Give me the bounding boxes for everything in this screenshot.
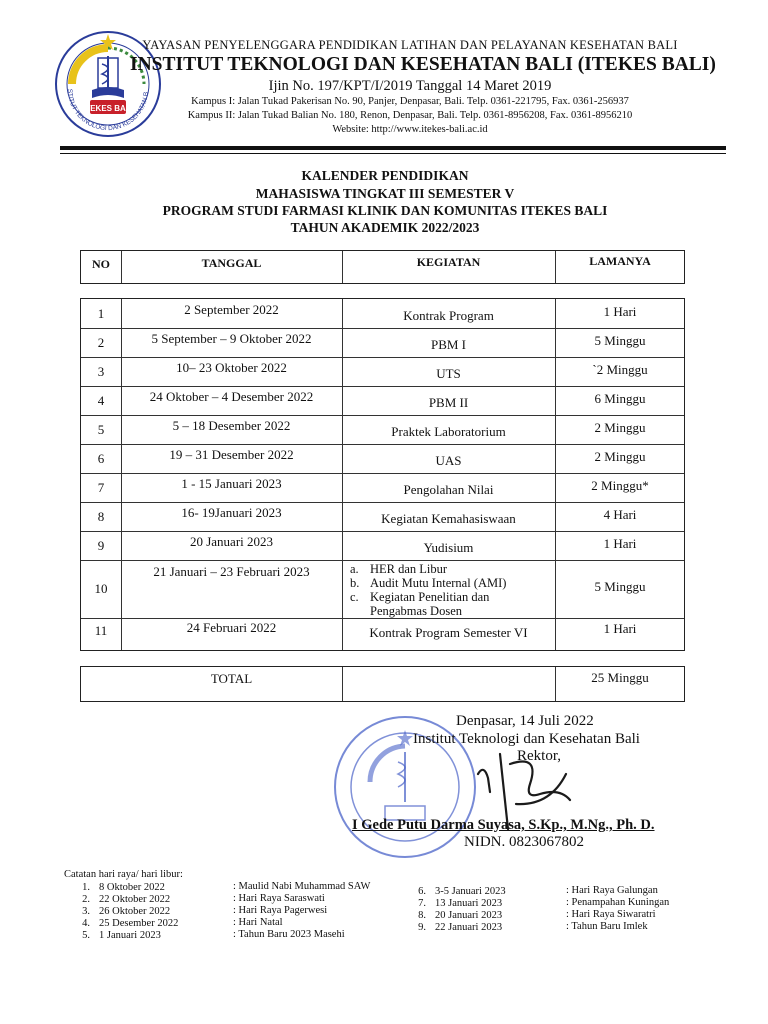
holiday-list-left xyxy=(64,882,178,942)
holiday-list-right xyxy=(400,886,506,934)
row-number: 8 xyxy=(97,509,105,524)
row-duration: 2 Minggu xyxy=(594,420,646,435)
doc-title-line3: PROGRAM STUDI FARMASI KLINIK DAN KOMUNITAS ITEKES BALI xyxy=(162,203,608,218)
row-number: 6 xyxy=(97,451,105,466)
row-date: 19 – 31 Desember 2022 xyxy=(169,447,294,462)
holiday-item: 6. 3-5 Januari 2023 xyxy=(418,886,506,897)
row-duration: 2 Minggu* xyxy=(591,478,649,493)
row-activity-item: Pengabmas Dosen xyxy=(370,604,462,618)
logo-text: ITEKES BALI xyxy=(83,104,133,113)
campus-1-address: Kampus I: Jalan Tukad Pakerisan No. 90, Panjer, Denpasar, Bali. Telp. 0361-221795, Fax. 0361-256937 xyxy=(191,96,629,107)
row-date: 5 September – 9 Oktober 2022 xyxy=(151,331,312,346)
holiday-item: 3. 26 Oktober 2022 xyxy=(82,906,171,917)
holiday-item: 7. 13 Januari 2023 xyxy=(418,898,503,909)
sign-role: Rektor, xyxy=(517,748,561,764)
row-number: 2 xyxy=(97,335,105,350)
calendar-table-total xyxy=(80,666,685,702)
row-number: 3 xyxy=(97,364,105,379)
row-activity: UTS xyxy=(436,366,461,381)
holiday-item: 9. 22 Januari 2023 xyxy=(418,922,503,933)
row-date: 24 Oktober – 4 Desember 2022 xyxy=(149,389,314,404)
holiday-item: 5. 1 Januari 2023 xyxy=(82,930,161,941)
rector-name: I Gede Putu Darma Suyasa, S.Kp., M.Ng., Ph. D. xyxy=(352,817,655,833)
row-date: 16- 19Januari 2023 xyxy=(181,505,282,520)
letterhead-rule-thin xyxy=(60,153,726,154)
doc-title-line1: KALENDER PENDIDIKAN xyxy=(301,168,469,183)
row-activity-item: a. HER dan Libur xyxy=(350,562,448,576)
row-number: 9 xyxy=(97,538,105,553)
foundation-name: YAYASAN PENYELENGGARA PENDIDIKAN LATIHAN DAN PELAYANAN KESEHATAN BALI xyxy=(142,38,678,52)
row-number: 1 xyxy=(97,306,105,321)
institution-name: INSTITUT TEKNOLOGI DAN KESEHATAN BALI (ITEKES BALI) xyxy=(130,54,716,75)
doc-title-line2: MAHASISWA TINGKAT III SEMESTER V xyxy=(255,186,515,201)
holiday-item: 8. 20 Januari 2023 xyxy=(418,910,503,921)
row-divider xyxy=(81,473,684,474)
row-date: 10– 23 Oktober 2022 xyxy=(176,360,287,375)
row-duration: 1 Hari xyxy=(603,536,637,551)
row-activity: Praktek Laboratorium xyxy=(391,424,506,439)
row-date: 24 Februari 2022 xyxy=(186,620,277,635)
row-duration: `2 Minggu xyxy=(592,362,648,377)
holiday-heading: Catatan hari raya/ hari libur: xyxy=(64,869,183,880)
row-date: 2 September 2022 xyxy=(184,302,279,317)
row-activity: Kontrak Program Semester VI xyxy=(369,625,528,640)
calendar-table-header xyxy=(80,250,685,284)
row-divider xyxy=(81,415,684,416)
permit-number: Ijin No. 197/KPT/I/2019 Tanggal 14 Maret 2019 xyxy=(268,78,552,94)
row-duration: 6 Minggu xyxy=(594,391,646,406)
row-number: 7 xyxy=(97,480,105,495)
row-number: 11 xyxy=(94,623,108,638)
holiday-item: 4. 25 Desember 2022 xyxy=(82,918,179,929)
row-divider xyxy=(81,618,684,619)
row-number: 10 xyxy=(94,581,108,596)
header-date: TANGGAL xyxy=(201,256,262,270)
row-activity: Yudisium xyxy=(423,540,474,555)
holiday-item: 2. 22 Oktober 2022 xyxy=(82,894,171,905)
calendar-table-body xyxy=(80,298,685,651)
row-divider xyxy=(81,328,684,329)
holiday-name: : Hari Natal xyxy=(233,917,283,928)
row-divider xyxy=(81,531,684,532)
row-activity: Pengolahan Nilai xyxy=(403,482,494,497)
website: Website: http://www.itekes-bali.ac.id xyxy=(332,124,488,135)
holiday-name: : Hari Raya Saraswati xyxy=(233,893,325,904)
row-date: 5 – 18 Desember 2022 xyxy=(172,418,291,433)
row-duration: 5 Minggu xyxy=(594,579,646,594)
row-duration: 5 Minggu xyxy=(594,333,646,348)
holiday-name: : Penampahan Kuningan xyxy=(566,897,670,908)
header-no: NO xyxy=(92,257,110,271)
holiday-item: 1. 8 Oktober 2022 xyxy=(82,882,165,893)
row-divider xyxy=(81,502,684,503)
row-activity: UAS xyxy=(435,453,462,468)
row-date: 21 Januari – 23 Februari 2023 xyxy=(153,564,310,579)
row-activity: Kontrak Program xyxy=(403,308,494,323)
row-activity: Kegiatan Kemahasiswaan xyxy=(381,511,516,526)
row-activity: PBM II xyxy=(428,395,469,410)
holiday-name: : Hari Raya Pagerwesi xyxy=(233,905,328,916)
holiday-names-right xyxy=(566,885,669,933)
row-activity-item: b. Audit Mutu Internal (AMI) xyxy=(350,576,507,590)
sign-place-date: Denpasar, 14 Juli 2022 xyxy=(456,713,594,729)
row-duration: 2 Minggu xyxy=(594,449,646,464)
holiday-names-left xyxy=(233,881,370,941)
row-number: 5 xyxy=(97,422,105,437)
row-activity-item: c. Kegiatan Penelitian dan xyxy=(350,590,490,604)
sign-institution: Institut Teknologi dan Kesehatan Bali xyxy=(413,731,640,747)
header-duration: LAMANYA xyxy=(589,254,651,268)
holiday-name: : Maulid Nabi Muhammad SAW xyxy=(233,881,371,892)
rector-nidn: NIDN. 0823067802 xyxy=(464,834,584,850)
letterhead-rule-thick xyxy=(60,146,726,150)
row-duration: 4 Hari xyxy=(603,507,637,522)
row-date: 20 Januari 2023 xyxy=(189,534,274,549)
row-divider xyxy=(81,560,684,561)
row-activity: PBM I xyxy=(430,337,467,352)
holiday-name: : Hari Raya Siwaratri xyxy=(566,909,656,920)
row-date: 1 - 15 Januari 2023 xyxy=(181,476,282,491)
doc-title-line4: TAHUN AKADEMIK 2022/2023 xyxy=(290,220,480,235)
row-divider xyxy=(81,444,684,445)
row-duration: 1 Hari xyxy=(603,621,637,636)
row-number: 4 xyxy=(97,393,105,408)
row-divider xyxy=(81,386,684,387)
total-label: TOTAL xyxy=(210,671,253,686)
campus-2-address: Kampus II: Jalan Tukad Balian No. 180, Renon, Denpasar, Bali. Telp. 0361-8956208, Fax. 0361-8956210 xyxy=(187,110,633,121)
row-duration: 1 Hari xyxy=(603,304,637,319)
row-divider xyxy=(81,357,684,358)
header-activity: KEGIATAN xyxy=(416,255,481,269)
holiday-name: : Tahun Baru Imlek xyxy=(566,921,648,932)
holiday-name: : Tahun Baru 2023 Masehi xyxy=(233,929,345,940)
holiday-name: : Hari Raya Galungan xyxy=(566,885,658,896)
logo-ring-text: STITUT TEKNOLOGI DAN KESEHATAN B xyxy=(65,88,150,133)
total-value: 25 Minggu xyxy=(591,670,649,685)
